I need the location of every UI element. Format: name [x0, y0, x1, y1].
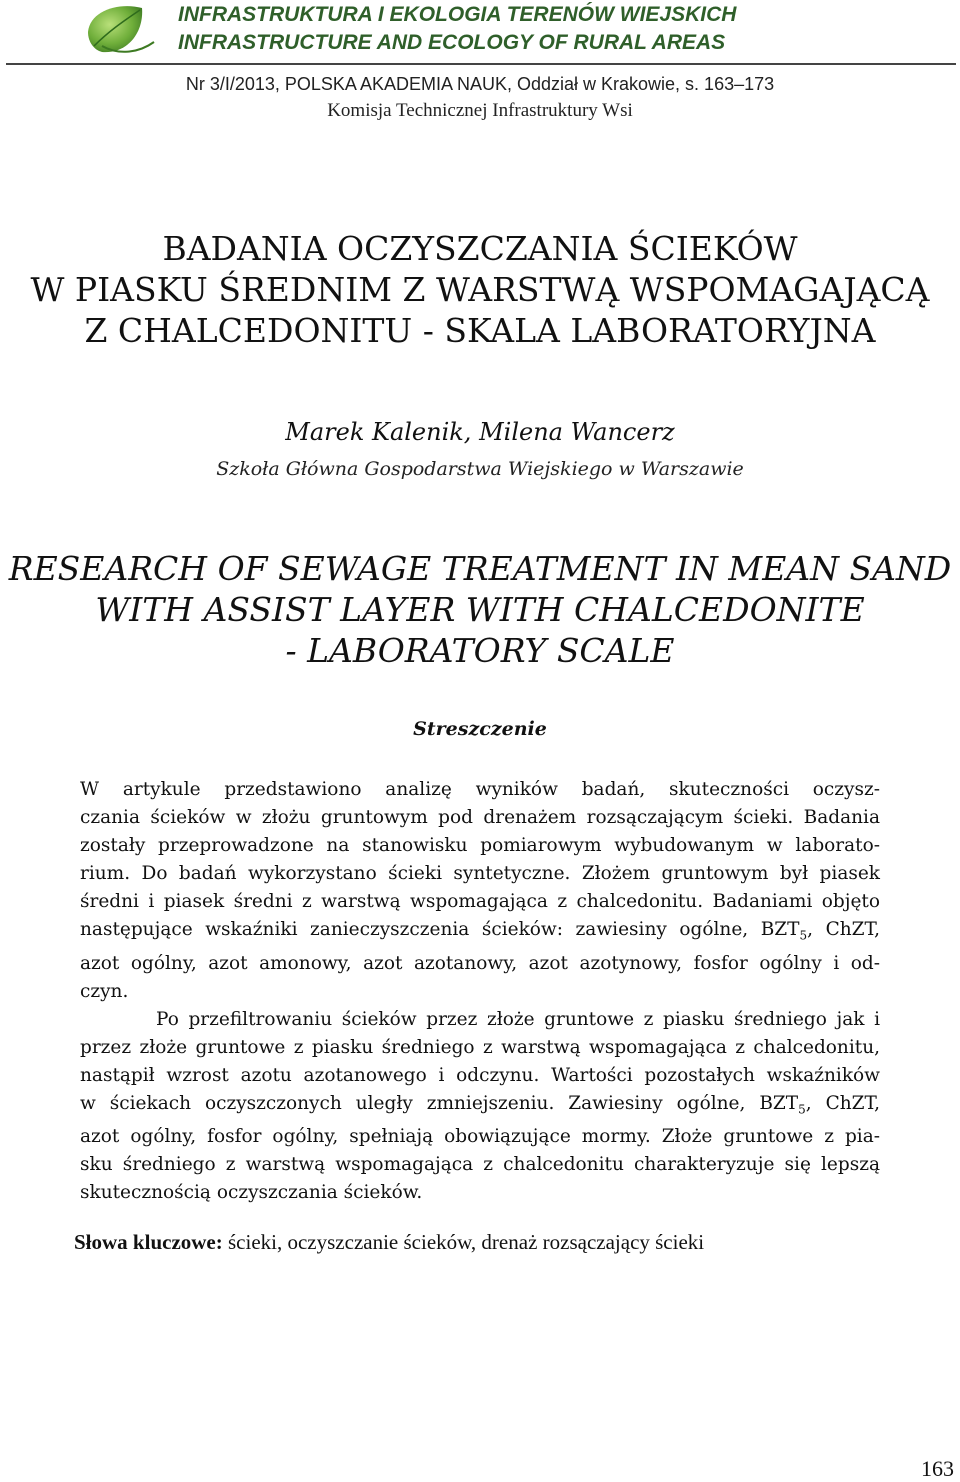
abstract-line: czania ścieków w złożu gruntowym pod drenażem rozsączającym ścieki. Badania [80, 807, 880, 828]
abstract-line: W artykule przedstawiono analizę wyników badań, skuteczności oczysz- [80, 779, 880, 800]
abstract-text: w ściekach oczyszczonych uległy zmniejszeniu. Zawiesiny ogólne, BZT [80, 1092, 799, 1114]
abstract-line: przez złoże gruntowe z piasku średniego z warstwą wspomagająca z chalcedonitu, [80, 1036, 880, 1058]
abstract-line: azot ogólny, azot amonowy, azot azotanowy, azot azotynowy, fosfor ogólny i od- [80, 952, 880, 974]
abstract-text: następujące wskaźniki zanieczyszczenia ścieków: zawiesiny ogólne, BZT [80, 919, 800, 940]
abstract-line: średni i piasek średni z warstwą wspomagająca z chalcedonitu. Badaniami objęto [80, 891, 880, 912]
abstract-line: rium. Do badań wykorzystano ścieki syntetyczne. Złożem gruntowym był piasek [80, 863, 880, 884]
abstract-line [80, 916, 880, 950]
abstract-line: sku średniego z warstwą wspomagająca z chalcedonitu charakteryzuje się lepszą [80, 1154, 880, 1176]
abstract-heading: Streszczenie [413, 718, 547, 740]
abstract-text: , ChZT, [807, 919, 881, 940]
title-en-line: RESEARCH OF SEWAGE TREATMENT IN MEAN SAND [8, 549, 952, 588]
header-divider [6, 63, 956, 65]
abstract-line: zostały przeprowadzone na stanowisku pomiarowym wybudowanym w laborato- [80, 835, 880, 856]
abstract-line [80, 1090, 880, 1124]
title-en-line: WITH ASSIST LAYER WITH CHALCEDONITE [95, 590, 865, 629]
authors: Marek Kalenik, Milena Wancerz [285, 418, 675, 446]
affiliation: Szkoła Główna Gospodarstwa Wiejskiego w Warszawie [216, 458, 744, 480]
journal-title-en: INFRASTRUCTURE AND ECOLOGY OF RURAL AREAS [178, 31, 726, 54]
abstract-line: skutecznością oczyszczania ścieków. [80, 1182, 423, 1204]
abstract-body [80, 776, 880, 1207]
title-english [0, 548, 960, 671]
subscript: 5 [799, 928, 808, 943]
abstract-line: azot ogólny, fosfor ogólny, spełniają obowiązujące mormy. Złoże gruntowe z pia- [80, 1126, 880, 1148]
keywords [74, 1230, 704, 1255]
abstract-line: czyn. [80, 980, 129, 1002]
title-en-line: - LABORATORY SCALE [285, 631, 675, 670]
issue-line: Nr 3/I/2013, POLSKA AKADEMIA NAUK, Oddział w Krakowie, s. 163–173 [185, 74, 775, 94]
keywords-text: ścieki, oczyszczanie ścieków, drenaż rozsączający ścieki [222, 1230, 705, 1254]
leaf-icon [80, 2, 158, 60]
journal-title-pl: INFRASTRUKTURA I EKOLOGIA TERENÓW WIEJSKICH [178, 3, 737, 26]
page-number: 163 [921, 1456, 954, 1481]
title-pl-line: Z CHALCEDONITU - SKALA LABORATORYJNA [84, 311, 876, 350]
commission-line: Komisja Technicznej Infrastruktury Wsi [327, 100, 633, 121]
subscript: 5 [798, 1102, 806, 1117]
journal-header [0, 0, 960, 66]
abstract-line: nastąpił wzrost azotu azotanowego i odczynu. Wartości pozostałych wskaźników [80, 1064, 880, 1086]
keywords-label: Słowa kluczowe: [74, 1230, 223, 1254]
title-pl-line: BADANIA OCZYSZCZANIA ŚCIEKÓW [162, 229, 798, 268]
title-pl-line: W PIASKU ŚREDNIM Z WARSTWĄ WSPOMAGAJĄCĄ [30, 270, 930, 309]
abstract-line: Po przefiltrowaniu ścieków przez złoże gruntowe z piasku średniego jak i [156, 1008, 880, 1030]
title-polish [0, 228, 960, 351]
abstract-text: , ChZT, [805, 1092, 880, 1114]
